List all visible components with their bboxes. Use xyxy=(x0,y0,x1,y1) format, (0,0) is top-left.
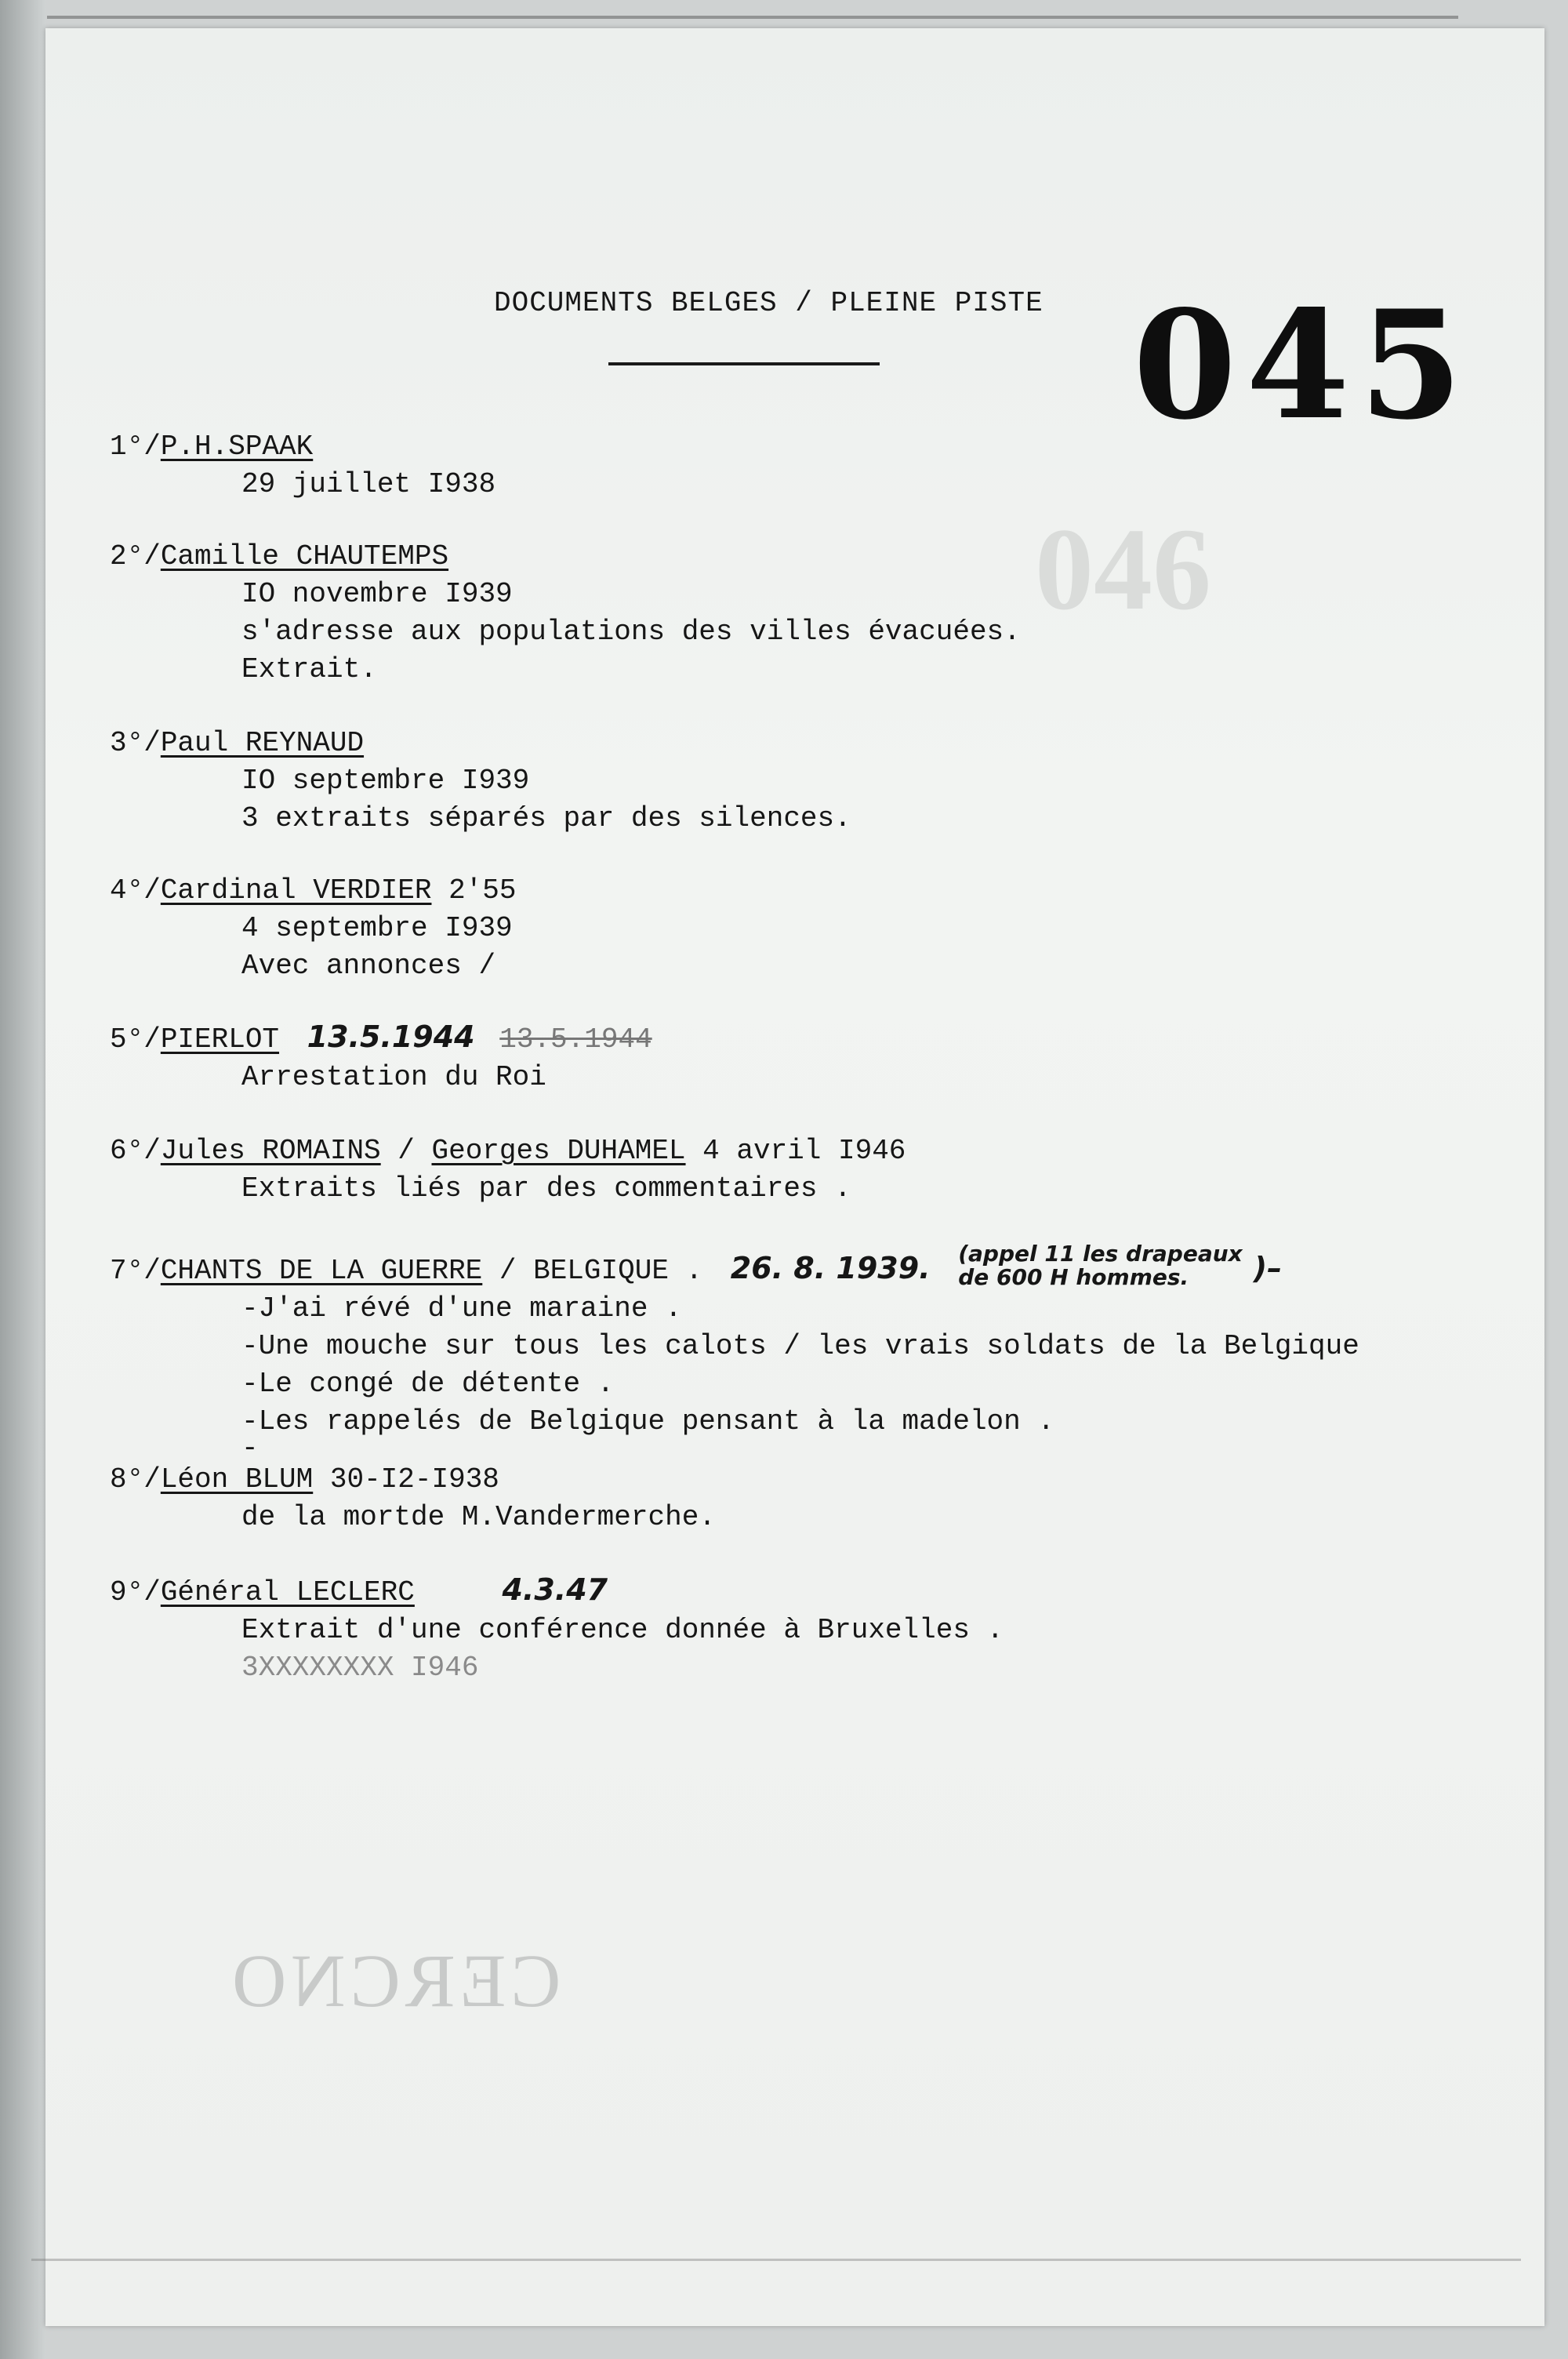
page-bottom-edge xyxy=(31,2259,1521,2261)
entry-4-head xyxy=(110,872,1359,910)
entry-4-line-1: 4 septembre I939 xyxy=(241,912,513,944)
handwritten-date: 13.5.1944 xyxy=(307,1020,475,1054)
entry-3-line-2: 3 extraits séparés par des silences. xyxy=(241,802,851,834)
entry-date: 30-I2-I938 xyxy=(329,1463,499,1496)
entry-number: 4°/ xyxy=(110,874,161,907)
entry-1-head xyxy=(110,428,1359,466)
entry-7-line-5: - xyxy=(241,1432,259,1464)
entry-6 xyxy=(110,1132,1359,1208)
title-underline xyxy=(608,362,880,365)
stamp-number-text: 045 xyxy=(1133,278,1472,453)
entry-number: 7°/ xyxy=(110,1255,161,1287)
entry-number: 6°/ xyxy=(110,1135,161,1167)
entry-number: 8°/ xyxy=(110,1463,161,1496)
entry-3-head xyxy=(110,725,1359,762)
entry-7-line-1: -J'ai révé d'une maraine . xyxy=(241,1292,682,1325)
entry-date: 4 avril I946 xyxy=(702,1135,906,1167)
struck-date: 13.5.1944 xyxy=(499,1023,652,1056)
entry-3 xyxy=(110,725,1359,838)
entry-7-head xyxy=(110,1242,1359,1290)
entry-name: Cardinal VERDIER xyxy=(160,874,432,907)
ghost-number-bleedthrough: 046 xyxy=(1035,504,1211,634)
entry-6-head xyxy=(110,1132,1359,1170)
entry-2-line-3: Extrait. xyxy=(241,653,377,685)
entry-9-line-2-struck-out: 3XXXXXXXX I946 xyxy=(241,1652,479,1684)
entry-subtitle: / BELGIQUE . xyxy=(499,1255,703,1287)
entry-name: PIERLOT xyxy=(160,1023,280,1056)
entry-1-line-1: 29 juillet I938 xyxy=(241,468,496,500)
entry-8-line-1: de la mortde M.Vandermerche. xyxy=(241,1501,716,1533)
entry-name: Jules ROMAINS xyxy=(160,1135,381,1167)
entry-5-line-1: Arrestation du Roi xyxy=(241,1061,546,1093)
entry-1 xyxy=(110,428,1359,503)
entry-9-line-1: Extrait d'une conférence donnée à Bruxelles . xyxy=(241,1614,1004,1646)
entry-number: 2°/ xyxy=(110,540,161,572)
entry-4 xyxy=(110,872,1359,985)
entry-number: 1°/ xyxy=(110,431,161,463)
note-end: )– xyxy=(1253,1251,1283,1285)
handwritten-note xyxy=(958,1242,1243,1289)
entry-name-secondary: Georges DUHAMEL xyxy=(431,1135,686,1167)
entry-name: CHANTS DE LA GUERRE xyxy=(160,1255,483,1287)
entry-name: P.H.SPAAK xyxy=(160,431,314,463)
entry-5 xyxy=(110,1018,1359,1096)
mirrored-stamp-bleedthrough: CERCNO xyxy=(227,1939,561,2023)
document-title: DOCUMENTS BELGES / PLEINE PISTE xyxy=(494,287,1044,319)
entry-name: Camille CHAUTEMPS xyxy=(160,540,449,572)
entry-8-head xyxy=(110,1461,1359,1499)
entry-number: 9°/ xyxy=(110,1576,161,1608)
entry-number: 5°/ xyxy=(110,1023,161,1056)
entry-number: 3°/ xyxy=(110,727,161,759)
entry-2 xyxy=(110,538,1359,689)
entry-7 xyxy=(110,1241,1359,1464)
handwritten-date: 26. 8. 1939. xyxy=(730,1251,931,1285)
entry-list xyxy=(110,428,1359,1684)
name-separator: / xyxy=(380,1135,432,1167)
entry-2-line-2: s'adresse aux populations des villes évacuées. xyxy=(241,616,1021,648)
entry-name: Léon BLUM xyxy=(160,1463,314,1496)
entry-5-head xyxy=(110,1018,1359,1059)
entry-6-line-1: Extraits liés par des commentaires . xyxy=(241,1172,851,1205)
handwritten-date: 4.3.47 xyxy=(502,1572,608,1607)
entry-3-line-1: IO septembre I939 xyxy=(241,765,530,797)
entry-9-head xyxy=(110,1571,1359,1612)
entry-7-line-3: -Le congé de détente . xyxy=(241,1368,615,1400)
stamp-number xyxy=(1133,278,1472,453)
entry-7-line-4: -Les rappelés de Belgique pensant à la madelon . xyxy=(241,1405,1054,1438)
entry-duration: 2'55 xyxy=(448,874,517,907)
note-line-1: (appel 11 les drapeaux xyxy=(958,1241,1243,1267)
note-line-2: de 600 H hommes. xyxy=(958,1264,1189,1290)
entry-2-head xyxy=(110,538,1359,576)
entry-8 xyxy=(110,1461,1359,1536)
page-top-edge xyxy=(47,16,1458,19)
entry-9 xyxy=(110,1571,1359,1687)
entry-4-line-2: Avec annonces / xyxy=(241,950,496,982)
page-left-shadow xyxy=(0,0,45,2359)
entry-7-line-2: -Une mouche sur tous les calots / les vrais soldats de la Belgique xyxy=(241,1330,1359,1362)
entry-2-line-1: IO novembre I939 xyxy=(241,578,513,610)
entry-name: Paul REYNAUD xyxy=(160,727,365,759)
entry-name: Général LECLERC xyxy=(160,1576,415,1608)
